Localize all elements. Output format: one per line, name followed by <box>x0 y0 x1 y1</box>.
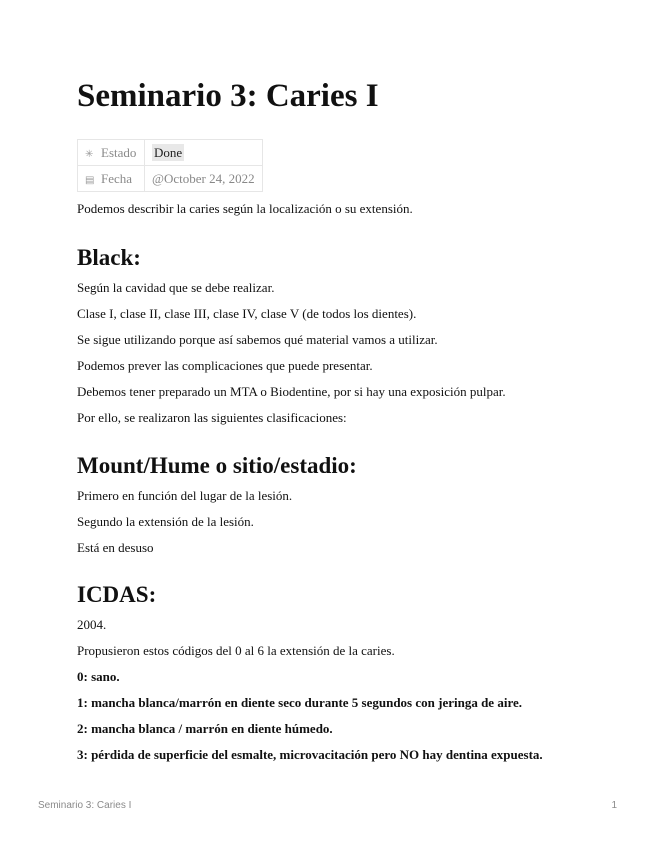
property-key: Estado <box>101 144 137 160</box>
footer-title: Seminario 3: Caries I <box>38 800 132 811</box>
paragraph: Debemos tener preparado un MTA o Biodentine, por si hay una exposición pulpar. <box>77 384 506 399</box>
loading-icon: ✳ <box>85 148 94 160</box>
property-row-fecha <box>78 166 263 192</box>
paragraph: Se sigue utilizando porque así sabemos qué material vamos a utilizar. <box>77 332 438 347</box>
section-heading: ICDAS: <box>77 582 157 607</box>
paragraph: Según la cavidad que se debe realizar. <box>77 280 275 295</box>
paragraph: Primero en función del lugar de la lesión. <box>77 488 293 503</box>
icdas-code-line: 1: mancha blanca/marrón en diente seco durante 5 segundos con jeringa de aire. <box>77 695 522 710</box>
section-icdas <box>77 581 543 768</box>
calendar-icon: ▤ <box>85 174 95 186</box>
page-number: 1 <box>611 800 617 811</box>
icdas-code-line: 3: pérdida de superficie del esmalte, microvacitación pero NO hay dentina expuesta. <box>77 747 543 762</box>
icdas-code-line: 2: mancha blanca / marrón en diente húmedo. <box>77 721 333 736</box>
intro-paragraph: Podemos describir la caries según la localización o su extensión. <box>77 201 413 216</box>
paragraph: Clase I, clase II, clase III, clase IV, clase V (de todos los dientes). <box>77 306 417 321</box>
icdas-code-line: 0: sano. <box>77 669 120 684</box>
paragraph: Por ello, se realizaron las siguientes clasificaciones: <box>77 410 347 425</box>
section-black <box>77 244 506 431</box>
property-key-cell <box>78 140 145 166</box>
date-value[interactable]: @October 24, 2022 <box>152 170 255 186</box>
properties-table <box>77 139 263 192</box>
section-heading: Black: <box>77 245 141 270</box>
property-key-cell <box>78 166 145 192</box>
property-value-cell[interactable] <box>145 166 263 192</box>
status-badge[interactable]: Done <box>154 144 183 160</box>
section-mount-hume <box>77 452 357 561</box>
property-key: Fecha <box>101 170 133 186</box>
section-heading: Mount/Hume o sitio/estadio: <box>77 453 357 478</box>
paragraph: 2004. <box>77 617 107 632</box>
paragraph: Segundo la extensión de la lesión. <box>77 514 254 529</box>
paragraph: Está en desuso <box>77 540 154 555</box>
paragraph: Podemos prever las complicaciones que puede presentar. <box>77 358 373 373</box>
page-title: Seminario 3: Caries I <box>77 78 379 114</box>
property-row-estado <box>78 140 263 166</box>
property-value-cell[interactable] <box>145 140 263 166</box>
paragraph: Propusieron estos códigos del 0 al 6 la extensión de la caries. <box>77 643 395 658</box>
